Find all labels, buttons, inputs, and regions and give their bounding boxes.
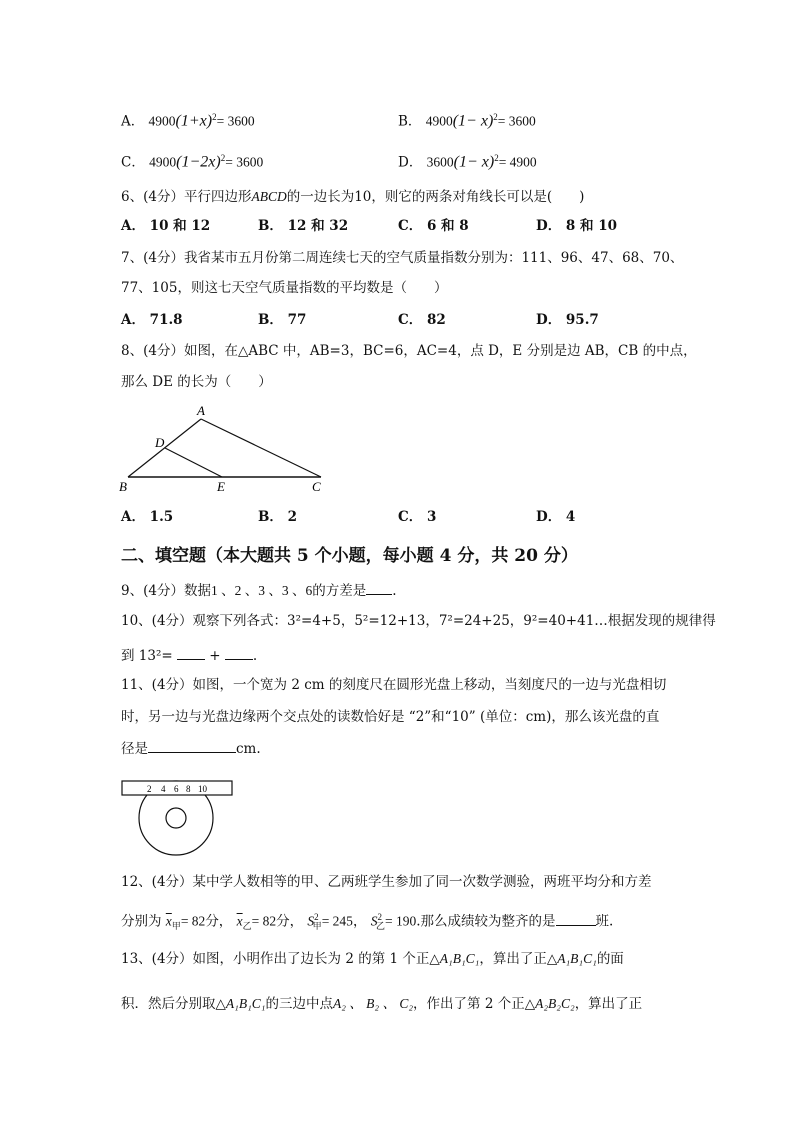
q8-option-c: C． 3 <box>398 509 437 525</box>
q10-answer-blank-2[interactable] <box>225 645 253 660</box>
q9-answer-blank[interactable] <box>366 580 392 595</box>
q8-option-a: A． 1.5 <box>121 509 174 525</box>
tick-4: 4 <box>161 784 166 794</box>
q5-option-a: A． $4900(1+x)^2= 3600$ <box>121 112 255 130</box>
q7-stem-line1: 7、(4分）我省某市五月份第二周连续七天的空气质量指数分别为：111、96、47、68、70、 <box>121 250 684 266</box>
q11-stem-line1: 11、(4分）如图，一个宽为 2 cm 的刻度尺在圆形光盘上移动，当刻度尺的一边与光盘相切 <box>121 677 667 693</box>
q6-stem: 6、(4分）平行四边形ABCD的一边长为10，则它的两条对角线长可以是( ) <box>121 189 585 205</box>
q5-option-d: D． $3600(1- x)^2= 4900$ <box>398 153 537 171</box>
label-e: E <box>217 479 225 494</box>
tick-2: 2 <box>147 784 152 794</box>
q8-option-b: B． 2 <box>258 509 298 525</box>
q7-option-a: A． 71.8 <box>121 312 183 328</box>
q7-stem-line2: 77、105，则这七天空气质量指数的平均数是（ ） <box>121 280 448 296</box>
q5-option-b: B． $4900(1- x)^2= 3600$ <box>398 112 536 130</box>
q6-option-c: C． 6 和 8 <box>398 218 469 234</box>
q6-option-b: B． 12 和 32 <box>258 218 349 234</box>
q8-triangle-figure <box>118 402 330 494</box>
q13-stem-line1: 13、(4分）如图，小明作出了边长为 2 的第 1 个正△A₁B₁C₁，算出了正△A₁B₁C₁的面 <box>121 951 624 967</box>
q6-option-d: D． 8 和 10 <box>536 218 617 234</box>
q10-answer-blank-1[interactable] <box>177 645 205 660</box>
q6-option-a: A． 10 和 12 <box>121 218 211 234</box>
q5-option-c: C． $4900(1-2x)^2= 3600$ <box>121 153 264 171</box>
q8-stem-line2: 那么 DE 的长为（ ） <box>121 374 272 390</box>
q12-stem-line2: 分别为 $\overline{x}_甲= 82$分， $\overline{x}_乙= 82$分， $S^2_甲= 245$， $S^2_乙= 190$.那么成绩较为整齐的是 班. <box>121 912 614 933</box>
q9-stem: 9、(4分）数据1 、2 、3 、3 、6的方差是 . <box>121 580 397 600</box>
q7-option-c: C． 82 <box>398 312 446 328</box>
q10-stem-line1: 10、(4分）观察下列各式：3²=4+5，5²=12+13，7²=24+25，9²=40+41…根据发现的规律得 <box>121 613 716 629</box>
q12-answer-blank[interactable] <box>556 911 596 926</box>
tick-6: 6 <box>174 784 179 794</box>
disc-hole <box>166 808 186 828</box>
tick-8: 8 <box>186 784 191 794</box>
label-a: A <box>197 403 205 418</box>
q11-stem-line3: 径是 cm. <box>121 738 261 758</box>
q8-option-d: D． 4 <box>536 509 576 525</box>
label-d: D <box>155 435 165 450</box>
q11-answer-blank[interactable] <box>148 738 236 753</box>
q13-stem-line2: 积．然后分别取△A₁B₁C₁的三边中点A₂ 、 B₂ 、 C₂，作出了第 2 个正△A₂B₂C₂，算出了正 <box>121 996 643 1012</box>
tick-10: 10 <box>198 784 207 794</box>
q7-option-b: B． 77 <box>258 312 307 328</box>
q7-option-d: D． 95.7 <box>536 312 599 328</box>
label-c: C <box>312 479 321 494</box>
q11-stem-line2: 时，另一边与光盘边缘两个交点处的读数恰好是 “2”和“10” (单位：cm)，那么该光盘的直 <box>121 709 660 725</box>
label-b: B <box>119 479 127 494</box>
q10-stem-line2: 到 13²= + . <box>121 645 257 665</box>
q12-stem-line1: 12、(4分）某中学人数相等的甲、乙两班学生参加了同一次数学测验，两班平均分和方差 <box>121 874 652 890</box>
section-title: 二、填空题（本大题共 5 个小题，每小题 4 分，共 20 分） <box>121 546 578 566</box>
q8-stem-line1: 8、(4分）如图，在△ABC 中，AB=3，BC=6，AC=4，点 D，E 分别是边 AB，CB 的中点， <box>121 343 697 359</box>
q11-ruler-disc-figure <box>118 776 238 868</box>
